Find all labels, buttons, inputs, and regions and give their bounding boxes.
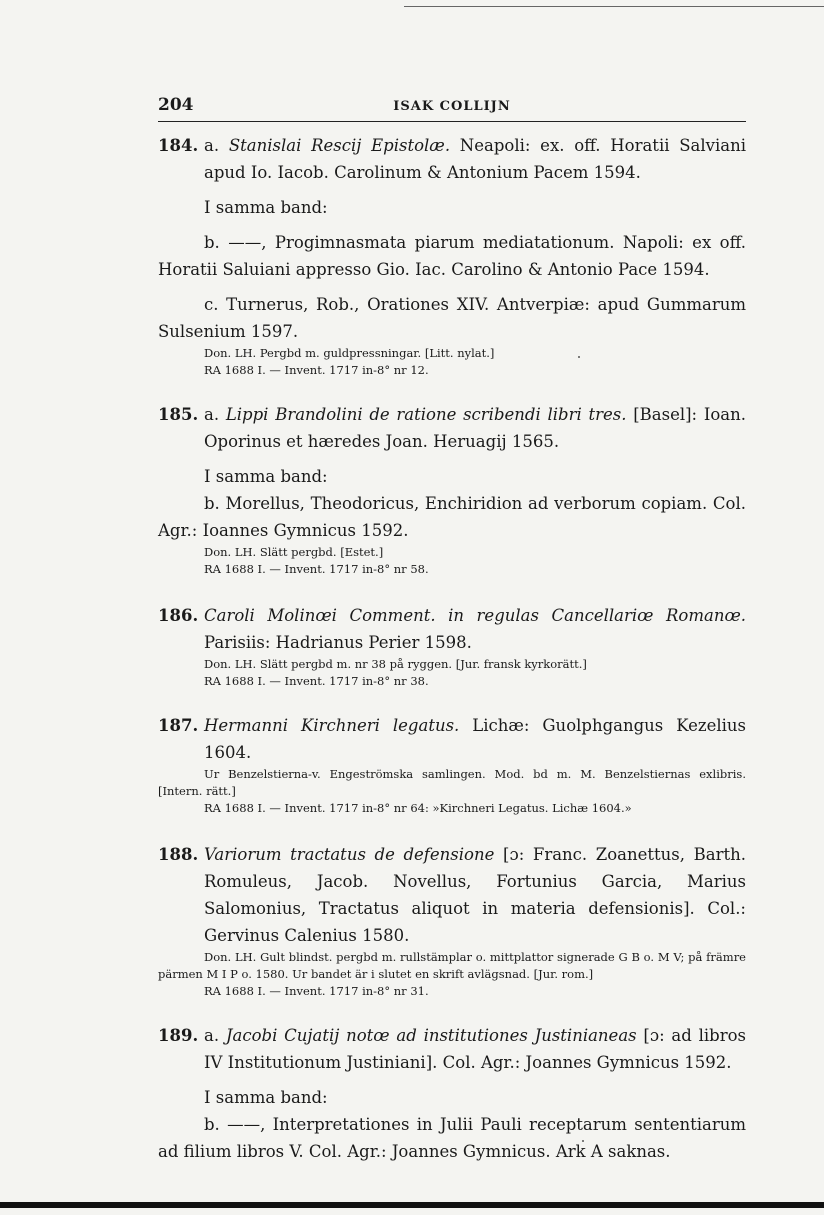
- entry-main: [158, 401, 746, 455]
- sub-item-c: [158, 291, 746, 345]
- item-imprint: Lichæ: Guolphgangus Kezelius 1604.: [204, 716, 746, 762]
- running-title: ISAK COLLIJN: [393, 99, 511, 114]
- entry-188: [158, 841, 746, 1000]
- entry-number: 186.: [158, 606, 199, 625]
- inventory-note: RA 1688 I. — Invent. 1717 in-8° nr 64: »Kirchneri Legatus. Lichæ 1604.»: [204, 801, 632, 815]
- item-text: ——, Progimnasmata piarum mediatationum. Napoli: ex off. Horatii Saluiani appresso Gio. Iac. Carolino & Antonio Pace 1594.: [158, 233, 746, 279]
- item-imprint: [ɔ: Franc. Zoanettus, Barth. Romuleus, Jacob. Novellus, Fortunius Garcia, Marius Salomonius, Tractatus aliquot in materia defensionis]. Col.: Gervinus Calenius 1580.: [204, 845, 746, 945]
- item-title: Lippi Brandolini de ratione scribendi libri tres.: [225, 405, 627, 424]
- item-text: Morellus, Theodoricus, Enchiridion ad verborum copiam. Col. Agr.: Ioannes Gymnicus 1592.: [158, 494, 746, 540]
- same-band: I samma band:: [204, 198, 328, 217]
- page-number: 204: [158, 95, 194, 115]
- entry-main: [158, 712, 746, 766]
- scan-speck: [578, 356, 580, 358]
- page-body: [158, 132, 746, 1165]
- entry-main: [158, 841, 746, 949]
- item-title: Hermanni Kirchneri legatus.: [204, 716, 460, 735]
- item-text: Turnerus, Rob., Orationes XIV. Antverpiæ: apud Gummarum Sulsenium 1597.: [158, 295, 746, 341]
- scan-top-rule: [404, 6, 824, 7]
- sub-item-b: [158, 1111, 746, 1165]
- entry-189: [158, 1022, 746, 1165]
- item-imprint: Parisiis: Hadrianus Perier 1598.: [204, 633, 472, 652]
- item-title: Stanislai Rescij Epistolæ.: [228, 136, 451, 155]
- entry-main: [158, 1022, 746, 1076]
- entry-186: [158, 602, 746, 690]
- provenance-note: Don. LH. Pergbd m. guldpressningar. [Litt. nylat.]: [204, 346, 495, 360]
- item-label: c.: [204, 295, 219, 314]
- inventory-note: RA 1688 I. — Invent. 1717 in-8° nr 38.: [204, 674, 429, 688]
- item-imprint: [Basel]: Ioan. Oporinus et hæredes Joan. Heruagij 1565.: [204, 405, 747, 451]
- item-label: a.: [204, 136, 220, 155]
- provenance-note: Don. LH. Gult blindst. pergbd m. rullstämplar o. mittplattor signerade G B o. M V; på främre pärmen M I P o. 1580. Ur bandet är i slutet en skrift avlägsnad. [Jur. rom.]: [158, 950, 746, 981]
- sub-item-b: [158, 490, 746, 544]
- item-title: Jacobi Cujatij notœ ad institutiones Justinianeas: [225, 1026, 637, 1045]
- same-band: I samma band:: [204, 1088, 328, 1107]
- provenance-note: Don. LH. Slätt pergbd m. nr 38 på ryggen. [Jur. fransk kyrkorätt.]: [204, 657, 587, 671]
- item-label: a.: [204, 1026, 220, 1045]
- same-band: I samma band:: [204, 467, 328, 486]
- entry-187: [158, 712, 746, 817]
- entry-main: [158, 602, 746, 656]
- entry-185: [158, 401, 746, 578]
- inventory-note: RA 1688 I. — Invent. 1717 in-8° nr 31.: [204, 984, 429, 998]
- sub-item-b: [158, 229, 746, 283]
- entry-number: 187.: [158, 716, 199, 735]
- page-header: [158, 95, 746, 122]
- entry-number: 184.: [158, 136, 199, 155]
- item-imprint: [ɔ: ad libros IV Institutionum Justiniani]. Col. Agr.: Joannes Gymnicus 1592.: [204, 1026, 747, 1072]
- inventory-note: RA 1688 I. — Invent. 1717 in-8° nr 58.: [204, 562, 429, 576]
- item-title: Variorum tractatus de defensione: [204, 845, 495, 864]
- item-label: a.: [204, 405, 220, 424]
- entry-number: 188.: [158, 845, 199, 864]
- item-imprint: Neapoli: ex. off. Horatii Salviani apud Io. Iacob. Carolinum & Antonium Pacem 1594.: [204, 136, 746, 182]
- item-title: Caroli Molinœi Comment. in regulas Cancellariœ Romanœ.: [204, 606, 746, 625]
- provenance-note: Ur Benzelstierna-v. Engeströmska samlingen. Mod. bd m. M. Benzelstiernas exlibris. [Intern. rätt.]: [158, 767, 746, 798]
- entry-184: [158, 132, 746, 379]
- scan-speck: [582, 1140, 584, 1142]
- entry-number: 185.: [158, 405, 199, 424]
- item-label: b.: [204, 494, 220, 513]
- item-label: b.: [204, 1115, 220, 1134]
- provenance-note: Don. LH. Slätt pergbd. [Estet.]: [204, 545, 384, 559]
- entry-main: [158, 132, 746, 186]
- inventory-note: RA 1688 I. — Invent. 1717 in-8° nr 12.: [204, 363, 429, 377]
- item-text: ——, Interpretationes in Julii Pauli receptarum sententiarum ad filium libros V. Col. Agr.: Joannes Gymnicus. Ark A saknas.: [158, 1115, 746, 1161]
- item-label: b.: [204, 233, 220, 252]
- entry-number: 189.: [158, 1026, 199, 1045]
- scan-bottom-edge: [0, 1202, 824, 1208]
